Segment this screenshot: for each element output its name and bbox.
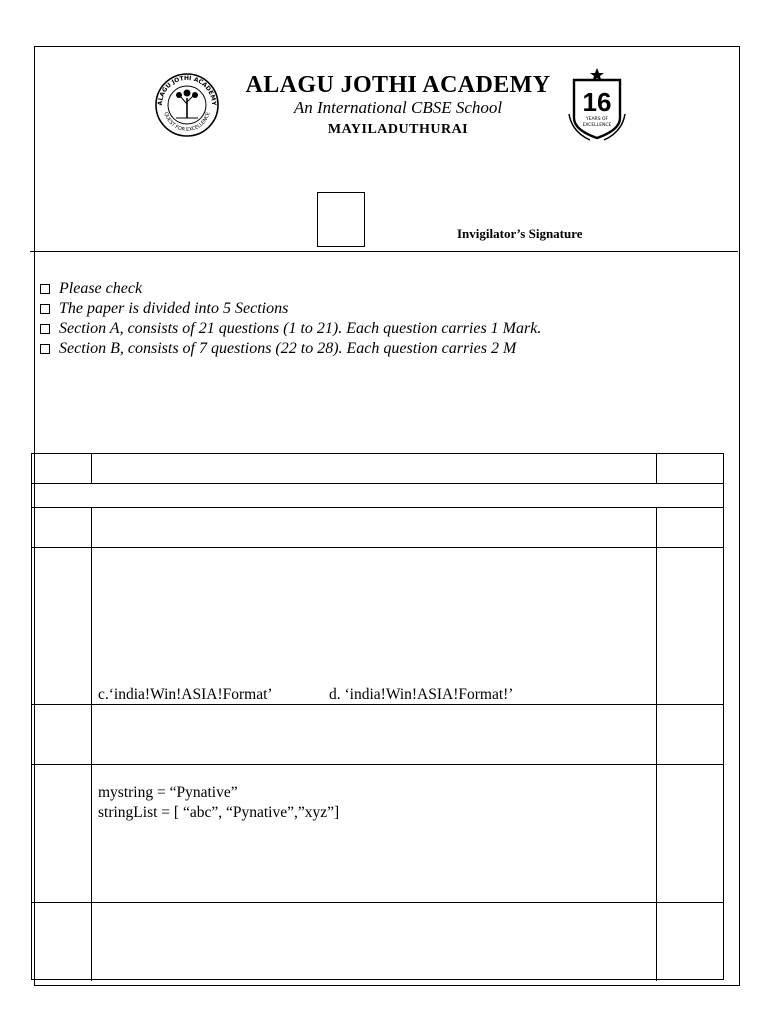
header-divider	[30, 251, 738, 252]
table-row-line	[32, 507, 723, 508]
svg-text:YEARS OF: YEARS OF	[585, 117, 609, 122]
code-line: mystring = “Pynative”	[98, 784, 238, 801]
svg-text:16: 16	[582, 87, 612, 117]
school-name: ALAGU JOTHI ACADEMY	[245, 72, 551, 98]
question-table	[31, 453, 724, 980]
checkbox-icon	[40, 344, 50, 354]
checkbox-icon	[40, 324, 50, 334]
code-line: stringList = [ “abc”, “Pynative”,”xyz”]	[98, 804, 340, 821]
checkbox-icon	[40, 304, 50, 314]
instruction-item: Please check	[40, 279, 541, 299]
checkbox-icon	[40, 284, 50, 294]
school-logo	[152, 72, 222, 138]
svg-text:QUEST FOR EXCELLENCE: QUEST FOR EXCELLENCE	[162, 111, 212, 134]
table-divider	[656, 454, 657, 484]
table-row-line	[32, 483, 723, 484]
svg-text:EXCELLENCE: EXCELLENCE	[582, 123, 612, 128]
option-c: c.‘india!Win!ASIA!Format’	[98, 686, 273, 703]
invigilator-signature-label: Invigilator’s Signature	[457, 226, 583, 241]
instructions-list	[40, 279, 541, 359]
instruction-item: Section B, consists of 7 questions (22 to 28). Each question carries 2 M	[40, 339, 541, 359]
svg-text:ALAGU JOTHI ACADEMY: ALAGU JOTHI ACADEMY	[156, 74, 218, 106]
option-d: d. ‘india!Win!ASIA!Format!’	[329, 686, 514, 703]
table-row-line	[32, 764, 723, 765]
signature-box[interactable]	[317, 192, 365, 247]
instruction-item: Section A, consists of 21 questions (1 to 21). Each question carries 1 Mark.	[40, 319, 541, 339]
instruction-item: The paper is divided into 5 Sections	[40, 299, 541, 319]
school-city: MAYILADUTHURAI	[327, 122, 469, 137]
table-row-line	[32, 704, 723, 705]
table-divider	[656, 508, 657, 981]
anniversary-badge	[566, 66, 628, 146]
table-divider	[91, 454, 92, 484]
table-row-line	[32, 902, 723, 903]
table-divider	[91, 508, 92, 981]
school-subtitle: An International CBSE School	[293, 98, 503, 117]
table-row-line	[32, 547, 723, 548]
